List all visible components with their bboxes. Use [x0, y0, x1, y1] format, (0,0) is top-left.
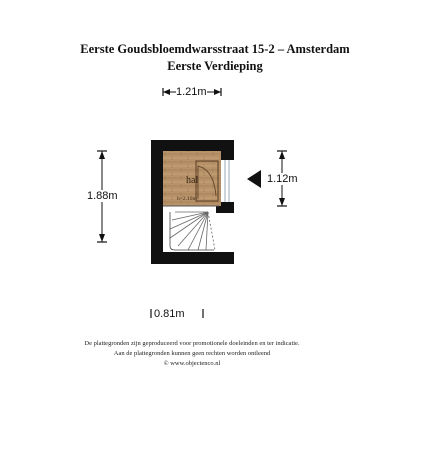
- plan-title-address: Eerste Goudsbloemdwarsstraat 15-2 – Amsterdam: [80, 42, 350, 56]
- footer-disclaimer-2: Aan de plattegronden kunnen geen rechten worden ontleend: [113, 350, 271, 357]
- walls: [151, 140, 234, 264]
- dimension-label-right: 1.12m: [267, 173, 298, 185]
- room-label-hall: hal: [186, 175, 199, 186]
- plan-title-floor: Eerste Verdieping: [167, 59, 263, 73]
- dimension-label-bottom: 0.81m: [154, 308, 185, 320]
- footer-disclaimer-1: De plattegronden zijn geproduceerd voor promotionele doeleinden en ter indicatie.: [84, 340, 300, 347]
- dimension-label-top: 1.21m: [176, 86, 207, 98]
- dimension-label-left: 1.88m: [87, 190, 118, 202]
- room-height-note: h=2.10m: [177, 196, 197, 202]
- footer-copyright: © www.objectenco.nl: [163, 360, 221, 367]
- entrance-arrow: [247, 170, 261, 188]
